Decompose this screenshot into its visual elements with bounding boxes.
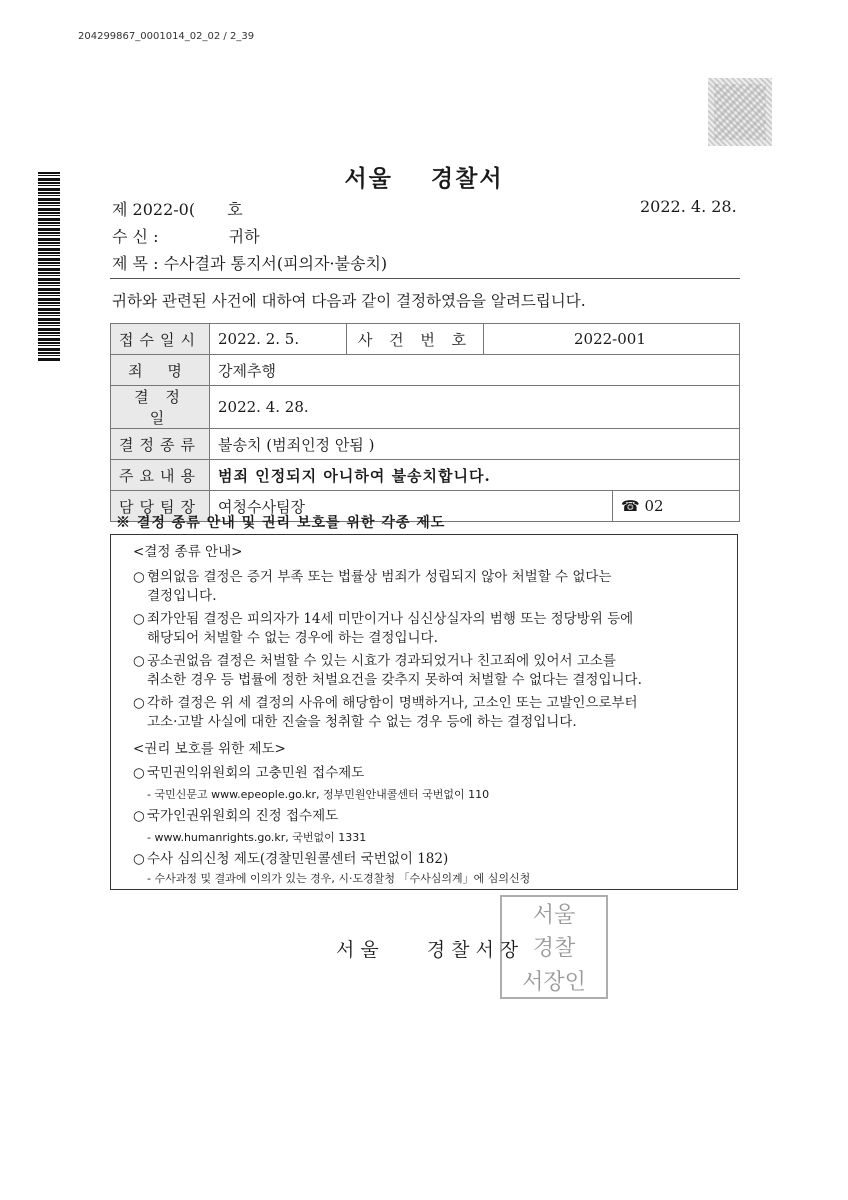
team-leader-label: 담당팀장 (111, 491, 210, 522)
guide-item-line1: 혐의없음 결정은 증거 부족 또는 법률상 범죄가 성립되지 않아 처벌할 수 없다는 (147, 569, 612, 585)
bullet-icon: ○ (133, 808, 145, 824)
rights-heading: <권리 보호를 위한 제도> (133, 741, 286, 757)
recipient-row (112, 224, 260, 247)
document-id: 204299867_0001014_02_02 / 2_39 (78, 31, 255, 42)
phone-icon: ☎ (620, 497, 640, 515)
guide-item-line2: 결정입니다. (147, 588, 217, 604)
receipt-date-label: 접수일시 (111, 324, 210, 355)
charge-value: 강제추행 (210, 355, 740, 386)
rights-item-detail: - www.humanrights.go.kr, 국번없이 1331 (147, 831, 367, 844)
bullet-icon: ○ (133, 653, 145, 669)
rights-item-title: 국가인권위원회의 진정 접수제도 (147, 808, 339, 824)
document-number-prefix: 제 2022-0( (112, 200, 196, 219)
document-number (112, 197, 243, 220)
case-number-label: 사 건 번 호 (347, 324, 484, 355)
seal-line1: 서울 (532, 903, 576, 929)
table-row (111, 355, 740, 386)
list-item (133, 568, 723, 606)
rights-item-detail: - 수사과정 및 결과에 이의가 있는 경우, 시·도경찰청 「수사심의계」에 심의신청 (147, 872, 531, 885)
decision-guide-heading: <결정 종류 안내> (133, 544, 243, 560)
decision-type: 불송치 (범죄인정 안됨 ) (210, 429, 740, 460)
document-date: 2022. 4. 28. (640, 197, 737, 216)
subject-row (112, 251, 387, 274)
team-leader: 여청수사팀장 (210, 491, 613, 522)
guide-item-line2: 취소한 경우 등 법률에 정한 처벌요건을 갖추지 못하여 처벌할 수 없다는 결정입니다. (147, 672, 642, 688)
list-item (133, 652, 723, 690)
header-divider (110, 278, 740, 279)
document-number-suffix: 호 (227, 200, 243, 219)
bullet-icon: ○ (133, 765, 145, 781)
decision-date-label: 결 정 일 (111, 386, 210, 429)
notice-heading: ※ 결정 종류 안내 및 권리 보호를 위한 각종 제도 (116, 515, 446, 531)
main-content: 범죄 인정되지 아니하여 불송치합니다. (210, 460, 740, 491)
phone-cell (612, 491, 739, 522)
list-item (133, 764, 723, 783)
list-item (133, 850, 723, 869)
list-item (133, 807, 723, 826)
official-seal (500, 895, 608, 999)
guide-item-line1: 공소권없음 결정은 처벌할 수 있는 시효가 경과되었거나 친고죄에 있어서 고소를 (147, 653, 616, 669)
table-row (111, 460, 740, 491)
barcode-image (38, 172, 60, 362)
guide-item-line1: 각하 결정은 위 세 결정의 사유에 해당함이 명백하거나, 고소인 또는 고발인으로부터 (147, 695, 638, 711)
seal-line2: 경찰 (532, 936, 576, 962)
decision-date: 2022. 4. 28. (210, 386, 740, 429)
seal-line3: 서장인 (522, 969, 586, 995)
receipt-date: 2022. 2. 5. (210, 324, 347, 355)
guide-item-line2: 고소·고발 사실에 대한 진술을 청취할 수 없는 경우 등에 하는 결정입니다. (147, 714, 577, 730)
table-row (111, 324, 740, 355)
list-item (133, 694, 723, 732)
main-content-label: 주요내용 (111, 460, 210, 491)
case-number: 2022-001 (484, 324, 740, 355)
decision-type-label: 결정종류 (111, 429, 210, 460)
rights-item-detail: - 국민신문고 www.epeople.go.kr, 정부민원안내콜센터 국번없이 110 (147, 788, 490, 801)
charge-label: 죄 명 (111, 355, 210, 386)
recipient-value: 귀하 (228, 227, 260, 246)
case-info-table (110, 323, 740, 522)
list-item (133, 610, 723, 648)
rights-item-title: 국민권익위원회의 고충민원 접수제도 (147, 765, 365, 781)
guide-item-line2: 해당되어 처벌할 수 없는 경우에 하는 결정입니다. (147, 630, 438, 646)
bullet-icon: ○ (133, 851, 145, 867)
document-title: 서울 경찰서 (344, 165, 504, 192)
qr-code-image (708, 78, 772, 146)
table-row (111, 386, 740, 429)
bullet-icon: ○ (133, 695, 145, 711)
subject-label: 제 목 : (112, 254, 159, 273)
bullet-icon: ○ (133, 611, 145, 627)
issuer-name: 서울 경찰서장 (336, 939, 525, 961)
bullet-icon: ○ (133, 569, 145, 585)
phone-number: 02 (644, 497, 664, 515)
intro-text: 귀하와 관련된 사건에 대하여 다음과 같이 결정하였음을 알려드립니다. (112, 292, 586, 310)
recipient-label: 수 신 : (112, 227, 159, 246)
guide-box (110, 534, 738, 890)
guide-item-line1: 죄가안됨 결정은 피의자가 14세 미만이거나 심신상실자의 범행 또는 정당방위 등에 (147, 611, 634, 627)
table-row (111, 429, 740, 460)
subject-value: 수사결과 통지서(피의자·불송치) (163, 254, 388, 273)
rights-item-title: 수사 심의신청 제도(경찰민원콜센터 국번없이 182) (147, 851, 449, 867)
